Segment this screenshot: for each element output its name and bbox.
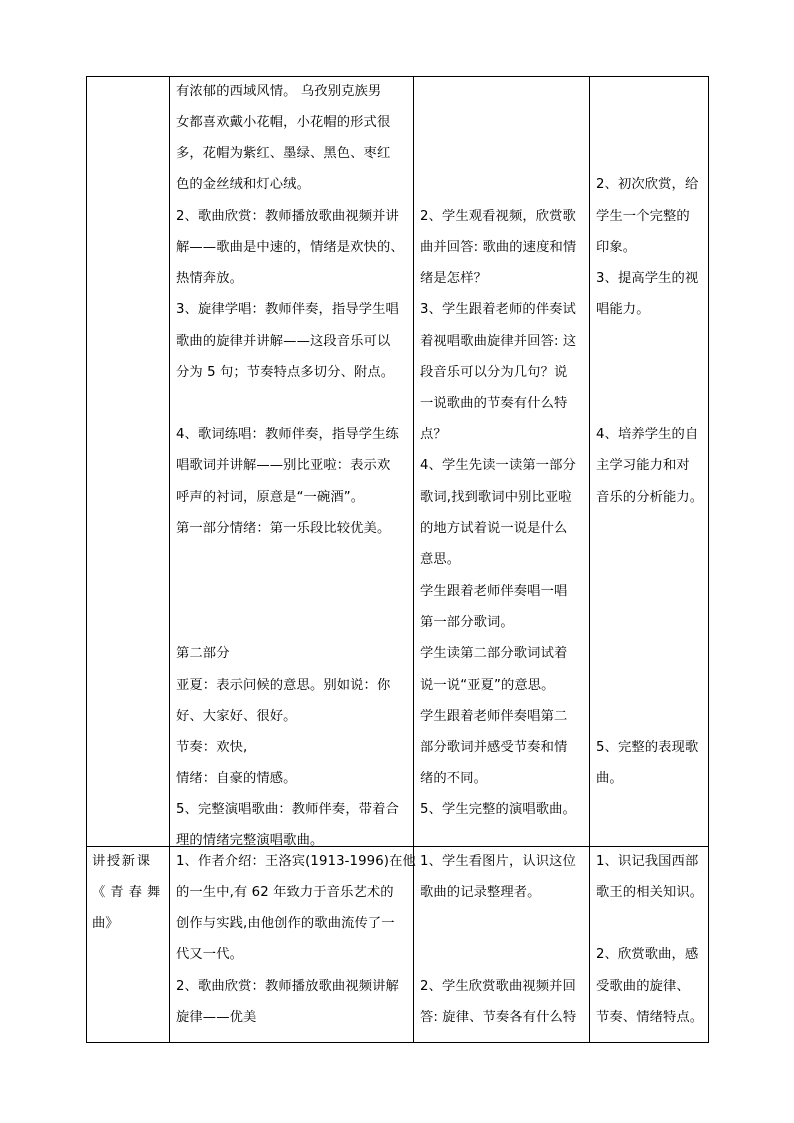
text-line: 节奏：欢快, (176, 740, 248, 755)
text-line: 的地方试着说一说是什么 (420, 521, 568, 536)
text-line: 1、学生看图片，认识这位 (420, 854, 576, 869)
teacher-activity-cell (170, 77, 414, 847)
text-line: 印象。 (596, 240, 637, 255)
text-line: 1、作者介绍：王洛宾(1913-1996)在他 (176, 854, 416, 869)
text-line: 绪是怎样？ (420, 271, 487, 286)
text-line: 5、学生完整的演唱歌曲。 (420, 802, 576, 817)
text-line: 着视唱歌曲旋律并回答: 这 (420, 334, 577, 349)
text-line: 学生读第二部分歌词试着 (420, 646, 568, 661)
text-line: 分为 5 句；节奏特点多切分、附点。 (176, 365, 395, 380)
table-row (87, 77, 709, 847)
text-line: 曲。 (596, 771, 623, 786)
text-line: 女都喜欢戴小花帽，小花帽的形式很 (176, 115, 391, 130)
text-line: 主学习能力和对 (596, 458, 690, 473)
section-label: 《青春舞 (92, 885, 166, 900)
text-line: 第一部分歌词。 (420, 615, 514, 630)
text-line: 第二部分 (176, 646, 230, 661)
student-activity-cell (414, 847, 590, 1043)
text-line: 一说歌曲的节奏有什么特 (420, 396, 568, 411)
text-line: 节奏、情绪特点。 (596, 1010, 704, 1025)
text-line: 受歌曲的旋律、 (596, 979, 690, 994)
lesson-plan-table (86, 76, 709, 1043)
text-line: 的一生中,有 62 年致力于音乐艺术的 (176, 885, 394, 900)
text-line: 唱歌词并讲解——别比亚啦：表示欢 (176, 458, 391, 473)
text-line: 2、学生观看视频，欣赏歌 (420, 209, 576, 224)
text-line: 热情奔放。 (176, 271, 243, 286)
table-row (87, 847, 709, 1043)
text-line: 4、歌词练唱：教师伴奏，指导学生练 (176, 427, 399, 442)
design-intent-cell (590, 77, 709, 847)
text-line: 学生跟着老师伴奏唱一唱 (420, 584, 568, 599)
text-line: 3、学生跟着老师的伴奏试 (420, 302, 576, 317)
text-line: 2、欣赏歌曲，感 (596, 947, 699, 962)
text-line: 学生跟着老师伴奏唱第二 (420, 709, 568, 724)
teacher-activity-cell (170, 847, 414, 1043)
design-intent-cell (590, 847, 709, 1043)
text-line: 2、歌曲欣赏：教师播放歌曲视频并讲 (176, 209, 399, 224)
text-line: 歌曲的记录整理者。 (420, 885, 541, 900)
text-line: 部分歌词并感受节奏和情 (420, 740, 568, 755)
text-line: 旋律——优美 (176, 1010, 257, 1025)
section-label: 讲授新课 (92, 854, 152, 869)
text-line: 唱能力。 (596, 302, 650, 317)
text-line: 3、提高学生的视 (596, 271, 699, 286)
text-line: 歌词,找到歌词中别比亚啦 (420, 490, 572, 505)
text-line: 情绪：自豪的情感。 (176, 771, 297, 786)
text-line: 3、旋律学唱：教师伴奏，指导学生唱 (176, 302, 399, 317)
text-line: 绪的不同。 (420, 771, 487, 786)
text-line: 理的情绪完整演唱歌曲。 (176, 833, 324, 848)
text-line: 曲并回答: 歌曲的速度和情 (420, 240, 577, 255)
text-line: 有浓郁的西域风情。 乌孜别克族男 (176, 84, 382, 99)
text-line: 1、识记我国西部 (596, 854, 699, 869)
text-line: 意思。 (420, 552, 461, 567)
text-line: 4、学生先读一读第一部分 (420, 458, 576, 473)
text-line: 第一部分情绪：第一乐段比较优美。 (176, 521, 391, 536)
section-cell (87, 847, 170, 1043)
text-line: 2、学生欣赏歌曲视频并回 (420, 979, 576, 994)
text-line: 2、初次欣赏，给 (596, 177, 699, 192)
text-line: 4、培养学生的自 (596, 427, 699, 442)
text-line: 多，花帽为紫红、墨绿、黑色、枣红 (176, 146, 391, 161)
text-line: 色的金丝绒和灯心绒。 (176, 177, 310, 192)
text-line: 歌曲的旋律并讲解——这段音乐可以 (176, 334, 391, 349)
text-line: 2、歌曲欣赏：教师播放歌曲视频讲解 (176, 979, 399, 994)
section-cell (87, 77, 170, 847)
text-line: 好、大家好、很好。 (176, 709, 297, 724)
text-line: 歌王的相关知识。 (596, 885, 704, 900)
text-line: 解——歌曲是中速的，情绪是欢快的、 (176, 240, 404, 255)
text-line: 创作与实践,由他创作的歌曲流传了一 (176, 916, 395, 931)
student-activity-cell (414, 77, 590, 847)
text-line: 学生一个完整的 (596, 209, 690, 224)
text-line: 5、完整的表现歌 (596, 740, 699, 755)
text-line: 段音乐可以分为几句？说 (420, 365, 568, 380)
text-line: 5、完整演唱歌曲：教师伴奏，带着合 (176, 802, 399, 817)
text-line: 亚夏：表示问候的意思。别如说：你 (176, 678, 391, 693)
text-line: 答: 旋律、节奏各有什么特 (420, 1010, 577, 1025)
text-line: 音乐的分析能力。 (596, 490, 704, 505)
text-line: 代又一代。 (176, 947, 243, 962)
text-line: 点？ (420, 427, 447, 442)
section-label: 曲》 (92, 916, 119, 931)
text-line: 说一说“亚夏”的意思。 (420, 678, 555, 693)
text-line: 呼声的衬词，原意是“一碗酒”。 (176, 490, 365, 505)
